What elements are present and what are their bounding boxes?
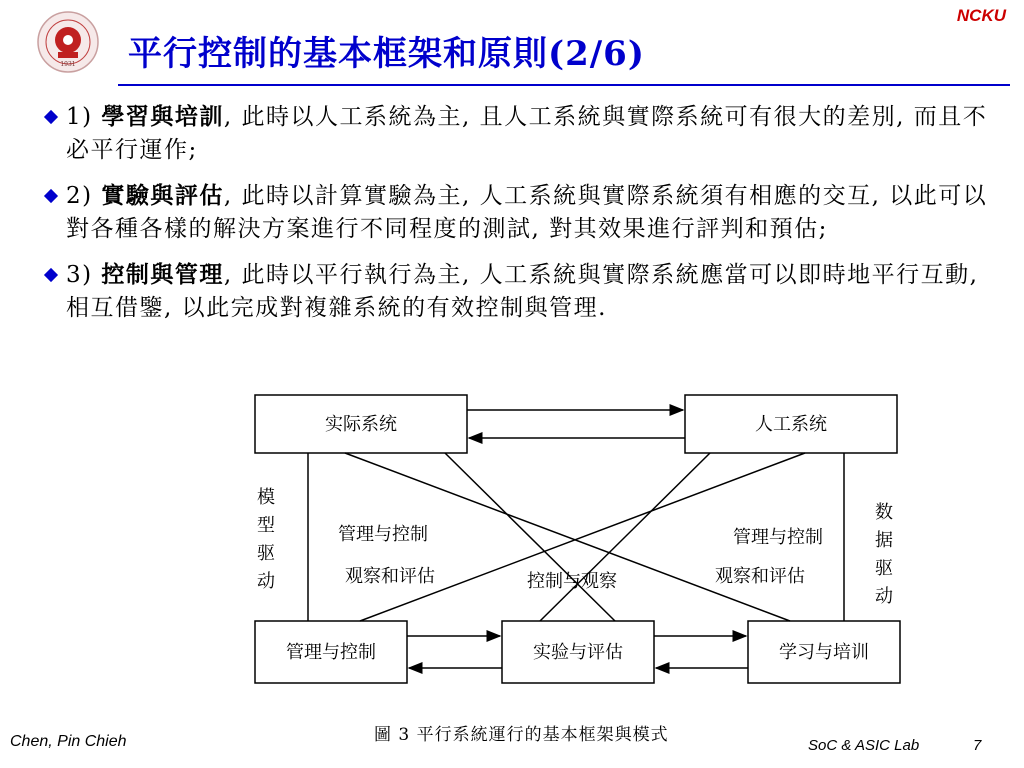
actual-system-label: 实际系统 xyxy=(325,414,397,435)
footer-lab: SoC & ASIC Lab xyxy=(808,737,920,754)
title-divider xyxy=(118,84,1010,86)
model-driven-char: 动 xyxy=(257,571,275,592)
bullet-heading: 學習與培訓 xyxy=(101,103,224,130)
bullet-number: 3) xyxy=(66,262,102,288)
diamond-bullet-icon xyxy=(44,110,58,124)
bullet-item xyxy=(44,179,994,246)
bullet-number: 1) xyxy=(66,104,102,130)
experiment-eval-label: 实验与评估 xyxy=(533,642,623,663)
learn-train-label: 学习与培训 xyxy=(779,642,869,663)
data-driven-char: 动 xyxy=(875,586,893,607)
left-upper-label: 管理与控制 xyxy=(338,524,428,545)
bullet-list xyxy=(44,100,994,337)
bullet-item xyxy=(44,258,1006,325)
ncku-logo xyxy=(36,10,100,74)
logo-year: 1931 xyxy=(60,61,76,68)
data-driven-char: 据 xyxy=(875,530,893,551)
model-driven-char: 驱 xyxy=(257,543,275,564)
bullet-number: 2) xyxy=(66,183,102,209)
page-number: 7 xyxy=(973,737,982,754)
left-lower-label: 观察和评估 xyxy=(345,566,435,587)
footer-author: Chen, Pin Chieh xyxy=(10,733,127,750)
bullet-text: , 此時以人工系統為主, 且人工系統與實際系統可有很大的差別, 而且不必平行運作; xyxy=(66,104,988,163)
model-driven-char: 型 xyxy=(257,515,275,536)
diamond-bullet-icon xyxy=(44,189,58,203)
right-lower-label: 观察和评估 xyxy=(715,566,805,587)
bullet-text: , 此時以計算實驗為主, 人工系統與實際系統須有相應的交互, 以此可以對各種各樣的解決方案進行不同程度的測試, 對其效果進行評判和預估; xyxy=(66,183,988,242)
right-upper-label: 管理与控制 xyxy=(733,527,823,548)
bullet-item xyxy=(44,100,994,167)
brand-label: NCKU xyxy=(956,6,1006,25)
figure-caption: 圖 3 平行系統運行的基本框架與模式 xyxy=(374,725,669,745)
bullet-text: , 此時以平行執行為主, 人工系統與實際系統應當可以即時地平行互動, 相互借鑒, 以此完成對複雜系統的有效控制與管理. xyxy=(66,262,979,321)
page-title: 平行控制的基本框架和原則(2/6) xyxy=(128,34,645,74)
diamond-bullet-icon xyxy=(44,268,58,282)
model-driven-char: 模 xyxy=(257,487,275,508)
diagonal-2 xyxy=(445,453,615,621)
data-driven-char: 驱 xyxy=(875,558,893,579)
parallel-system-diagram xyxy=(240,385,920,695)
artificial-system-label: 人工系统 xyxy=(755,414,827,435)
center-label: 控制与观察 xyxy=(527,571,617,592)
data-driven-char: 数 xyxy=(875,502,893,523)
bullet-heading: 實驗與評估 xyxy=(101,182,224,209)
manage-control-label: 管理与控制 xyxy=(286,642,376,663)
bullet-heading: 控制與管理 xyxy=(101,261,224,288)
